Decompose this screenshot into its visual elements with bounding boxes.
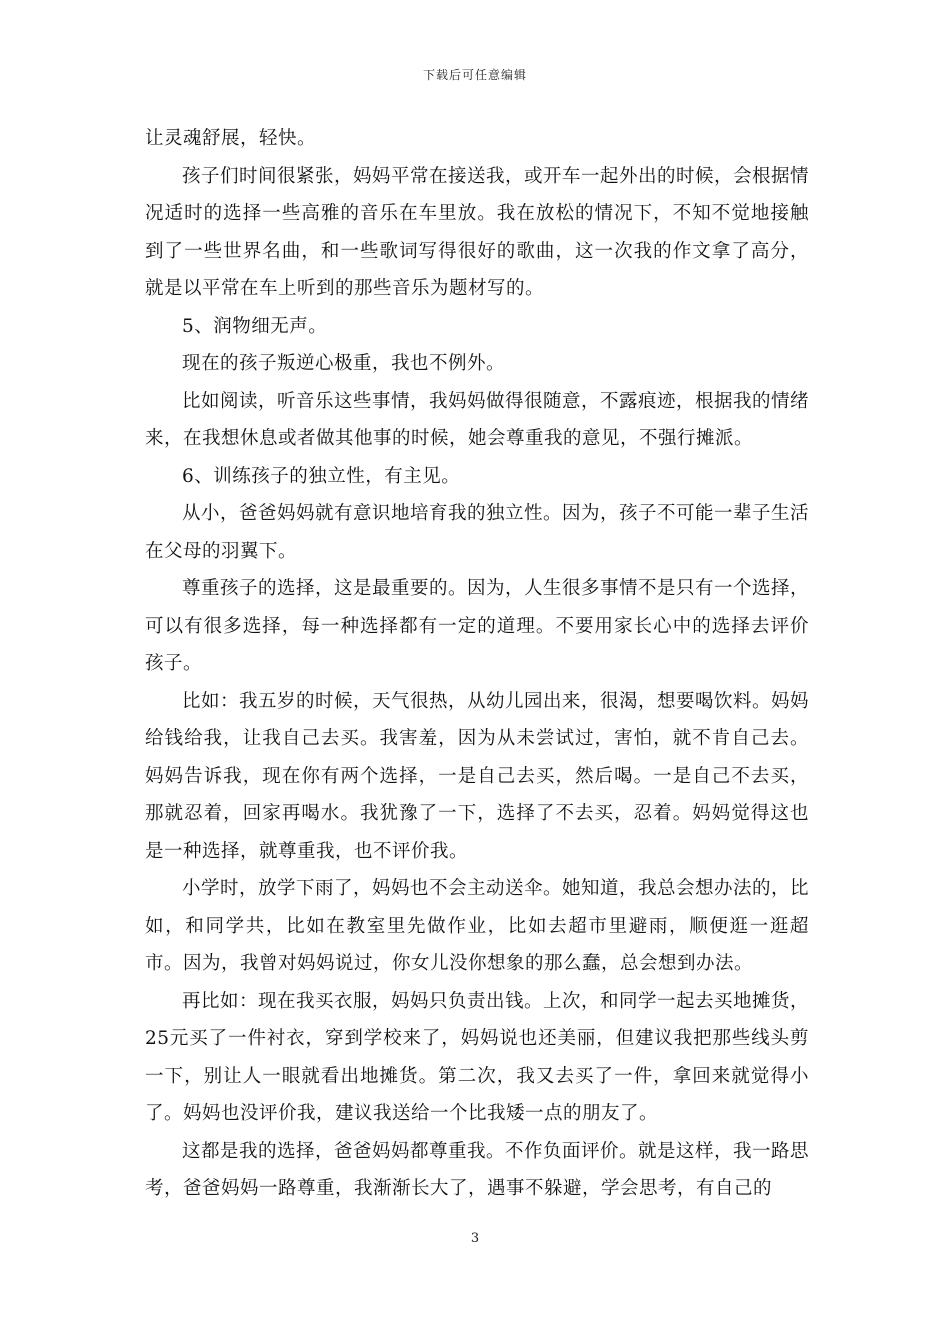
- paragraph-2: 孩子们时间很紧张，妈妈平常在接送我，或开车一起外出的时候，会根据情况适时的选择一些高雅的音乐在车里放。我在放松的情况下，不知不觉地接触到了一些世界名曲，和一些歌词写得很好的歌曲，这一次我的作文拿了高分，就是以平常在车上听到的那些音乐为题材写的。: [145, 165, 810, 299]
- paragraph-5: 从小，爸爸妈妈就有意识地培育我的独立性。因为，孩子不可能一辈子生活在父母的羽翼下。: [145, 503, 810, 562]
- page-number: 3: [470, 1231, 480, 1246]
- paragraph-6: 尊重孩子的选择，这是最重要的。因为，人生很多事情不是只有一个选择，可以有很多选择，每一种选择都有一定的道理。不要用家长心中的选择去评价孩子。: [145, 578, 810, 674]
- section-heading-5: 5、润物细无声。: [182, 315, 328, 337]
- paragraph-4: 比如阅读，听音乐这些事情，我妈妈做得很随意，不露痕迹，根据我的情绪来，在我想休息或者做其他事的时候，她会尊重我的意见，不强行摊派。: [145, 390, 810, 449]
- page-header: 下载后可任意编辑: [422, 68, 527, 82]
- paragraph-3: 现在的孩子叛逆心极重，我也不例外。: [182, 353, 506, 374]
- paragraph-10: 这都是我的选择，爸爸妈妈都尊重我。不作负面评价。就是这样，我一路思考，爸爸妈妈一路尊重，我渐渐长大了，遇事不躲避，学会思考，有自己的: [145, 1140, 810, 1199]
- paragraph-7: 比如：我五岁的时候，天气很热，从幼儿园出来，很渴，想要喝饮料。妈妈给钱给我，让我自己去买。我害羞，因为从未尝试过，害怕，就不肯自己去。妈妈告诉我，现在你有两个选择，一是自己去买，然后喝。一是自己不去买，那就忍着，回家再喝水。我犹豫了一下，选择了不去买，忍着。妈妈觉得这也是一种选择，就尊重我，也不评价我。: [145, 690, 810, 862]
- paragraph-9: 再比如：现在我买衣服，妈妈只负责出钱。上次，和同学一起去买地摊货，25元买了一件衬衣，穿到学校来了，妈妈说也还美丽，但建议我把那些线头剪一下，别让人一眼就看出地摊货。第二次，我又去买了一件，拿回来就觉得小了。妈妈也没评价我，建议我送给一个比我矮一点的朋友了。: [145, 990, 810, 1124]
- paragraph-8: 小学时，放学下雨了，妈妈也不会主动送伞。她知道，我总会想办法的，比如，和同学共，比如在教室里先做作业，比如去超市里避雨，顺便逛一逛超市。因为，我曾对妈妈说过，你女儿没你想象的那么蠢，总会想到办法。: [145, 878, 810, 974]
- section-heading-6: 6、训练孩子的独立性，有主见。: [182, 465, 461, 487]
- document-body: [145, 120, 809, 1208]
- paragraph-1: 让灵魂舒展，轻快。: [145, 128, 317, 149]
